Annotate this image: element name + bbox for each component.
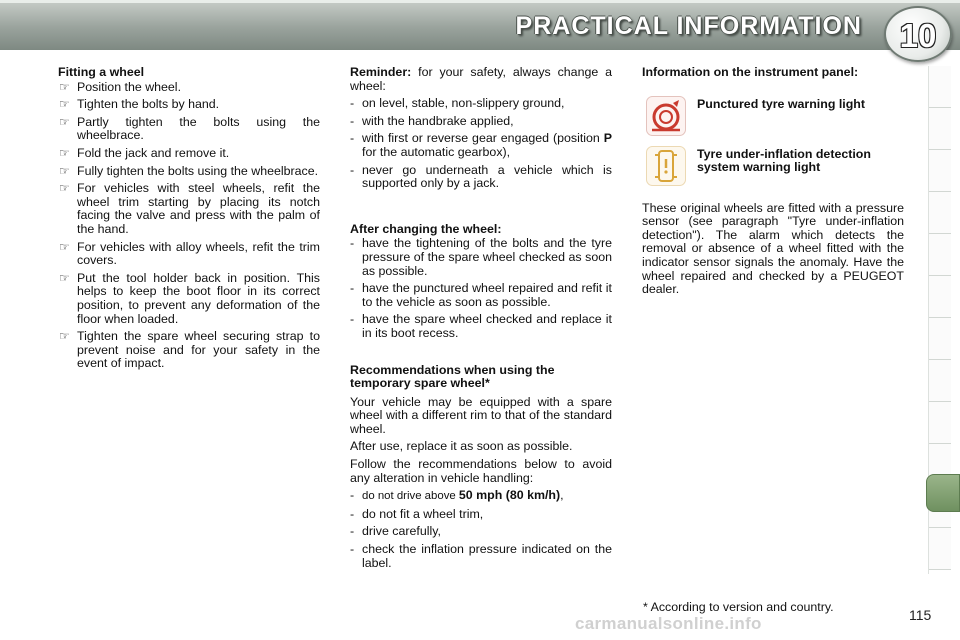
section-heading: After changing the wheel:: [350, 221, 502, 236]
list-item: [58, 147, 320, 161]
step-text: Tighten the bolts by hand.: [77, 97, 220, 112]
item-text: do not fit a wheel trim,: [362, 506, 484, 521]
column-fitting-wheel: [58, 66, 320, 375]
hand-pointer-icon: ☞: [59, 114, 70, 129]
hand-pointer-icon: ☞: [59, 163, 70, 178]
dash-marker: -: [350, 236, 355, 251]
item-text: ,: [560, 488, 564, 503]
chapter-tab[interactable]: [929, 192, 951, 234]
dash-marker: -: [350, 488, 355, 503]
dash-marker: -: [350, 524, 355, 539]
item-text: have the punctured wheel repaired and refit it to the vehicle as soon as possible.: [362, 281, 612, 309]
step-text: For vehicles with alloy wheels, refit the trim covers.: [77, 239, 320, 268]
list-item: [350, 508, 612, 522]
header-band: [0, 0, 960, 50]
punctured-tyre-warning-icon: [646, 96, 686, 136]
list-item: [350, 489, 612, 504]
list-item: [350, 97, 612, 111]
section-heading: Recommendations when using the temporary spare wheel*: [350, 362, 555, 391]
dash-marker: -: [350, 312, 355, 327]
chapter-number: 10: [899, 17, 937, 54]
dash-marker: -: [350, 162, 355, 177]
page-number: 115: [909, 607, 932, 623]
chapter-badge: [884, 6, 952, 62]
chapter-tab[interactable]: [929, 528, 951, 570]
chapter-tab[interactable]: [929, 402, 951, 444]
item-text: for the automatic gearbox),: [362, 144, 511, 159]
item-text: do not drive above: [362, 490, 459, 503]
warning-row-underinflation: [642, 146, 904, 198]
item-text: never go underneath a vehicle which is supported only by a jack.: [362, 162, 612, 191]
hand-pointer-icon: ☞: [59, 145, 70, 160]
step-text: Tighten the spare wheel securing strap to prevent noise and for your safety in the event of impact.: [77, 329, 320, 371]
item-text: check the inflation pressure indicated on the label.: [362, 542, 612, 570]
after-change-list: [350, 237, 612, 340]
header-highlight: [0, 0, 960, 3]
list-item: [350, 543, 612, 570]
step-text: Fold the jack and remove it.: [77, 145, 230, 160]
reminder-intro-text: for your safety, always change a wheel:: [350, 65, 612, 93]
item-text: drive carefully,: [362, 524, 441, 539]
list-item: [58, 98, 320, 112]
list-item: [58, 116, 320, 143]
list-item: [350, 132, 612, 159]
item-text: have the tightening of the bolts and the tyre pressure of the spare wheel checked as soon as possible.: [362, 236, 612, 278]
chapter-tab[interactable]: [929, 108, 951, 150]
hand-pointer-icon: ☞: [59, 329, 70, 344]
spare-wheel-list: [350, 489, 612, 570]
chapter-tab[interactable]: [929, 234, 951, 276]
dash-marker: -: [350, 281, 355, 296]
reminder-intro: [350, 66, 612, 93]
list-item: [350, 282, 612, 309]
list-item: [350, 164, 612, 191]
step-text: Partly tighten the bolts using the wheelbrace.: [77, 114, 320, 143]
list-item: [58, 182, 320, 236]
list-item: [58, 330, 320, 371]
dash-marker: -: [350, 506, 355, 521]
step-text: For vehicles with steel wheels, refit the wheel trim starting by placing its notch facing the valve and press with the palm of the hand.: [77, 181, 320, 236]
hand-pointer-icon: ☞: [59, 270, 70, 285]
hand-pointer-icon: ☞: [59, 239, 70, 254]
column-reminders: [350, 66, 612, 574]
warning-label: Punctured tyre warning light: [697, 96, 865, 111]
step-text: Fully tighten the bolts using the wheelbrace.: [77, 163, 319, 178]
dash-marker: -: [350, 131, 355, 146]
spacer: [350, 345, 612, 364]
warning-row-puncture: [642, 96, 904, 146]
list-item: [58, 81, 320, 95]
footnote: * According to version and country.: [643, 600, 834, 614]
hand-pointer-icon: ☞: [59, 181, 70, 196]
reminder-list: [350, 97, 612, 191]
hand-pointer-icon: ☞: [59, 79, 70, 94]
spacer: [350, 195, 612, 223]
chapter-tab[interactable]: [929, 276, 951, 318]
reminder-label: Reminder:: [350, 65, 412, 79]
list-item: [58, 241, 320, 268]
paragraph: After use, replace it as soon as possible.: [350, 439, 573, 454]
paragraph: Follow the recommendations below to avoid any alteration in vehicle handling:: [350, 457, 612, 485]
gear-position: P: [603, 131, 612, 146]
item-text: on level, stable, non-slippery ground,: [362, 96, 565, 111]
section-heading: Information on the instrument panel:: [642, 65, 859, 79]
dash-marker: -: [350, 542, 355, 557]
fitting-steps-list: [58, 81, 320, 371]
paragraph: These original wheels are fitted with a pressure sensor (see paragraph "Tyre under-inflation detection"). The alarm which detects the removal or absence of a wheel fitted with the indicator sensor signals the anomaly. Have the wheel repaired and checked by a PEUGEOT dealer.: [642, 200, 904, 297]
section-heading: Fitting a wheel: [58, 65, 145, 79]
chapter-tab[interactable]: [929, 66, 951, 108]
list-item: [58, 165, 320, 179]
chapter-tab[interactable]: [929, 360, 951, 402]
step-text: Put the tool holder back in position. This helps to keep the boot floor in its correct position, to prevent any deformation of the floor when loaded.: [77, 270, 320, 326]
item-text: have the spare wheel checked and replace it in its boot recess.: [362, 312, 612, 340]
item-text: with the handbrake applied,: [362, 113, 514, 128]
watermark: carmanualsonline.info: [575, 614, 762, 633]
item-text: with first or reverse gear engaged (position: [362, 131, 604, 146]
speed-limit: 50 mph (80 km/h): [458, 488, 561, 503]
dash-marker: -: [350, 96, 355, 111]
chapter-tab[interactable]: [929, 318, 951, 360]
list-item: [350, 525, 612, 539]
step-text: Position the wheel.: [77, 79, 182, 94]
column-instrument-panel: [642, 66, 904, 301]
list-item: [350, 115, 612, 129]
dash-marker: -: [350, 113, 355, 128]
list-item: [350, 313, 612, 340]
warning-label: Tyre under-inflation detection system warning light: [697, 146, 871, 174]
hand-pointer-icon: ☞: [59, 97, 70, 112]
chapter-tab[interactable]: [929, 150, 951, 192]
chapter-tab-active[interactable]: [926, 474, 960, 512]
paragraph: Your vehicle may be equipped with a spare wheel with a different rim to that of the standard wheel.: [350, 394, 612, 436]
page-title: PRACTICAL INFORMATION: [515, 12, 862, 40]
list-item: [350, 237, 612, 278]
list-item: [58, 272, 320, 326]
tyre-underinflation-warning-icon: [646, 146, 686, 186]
